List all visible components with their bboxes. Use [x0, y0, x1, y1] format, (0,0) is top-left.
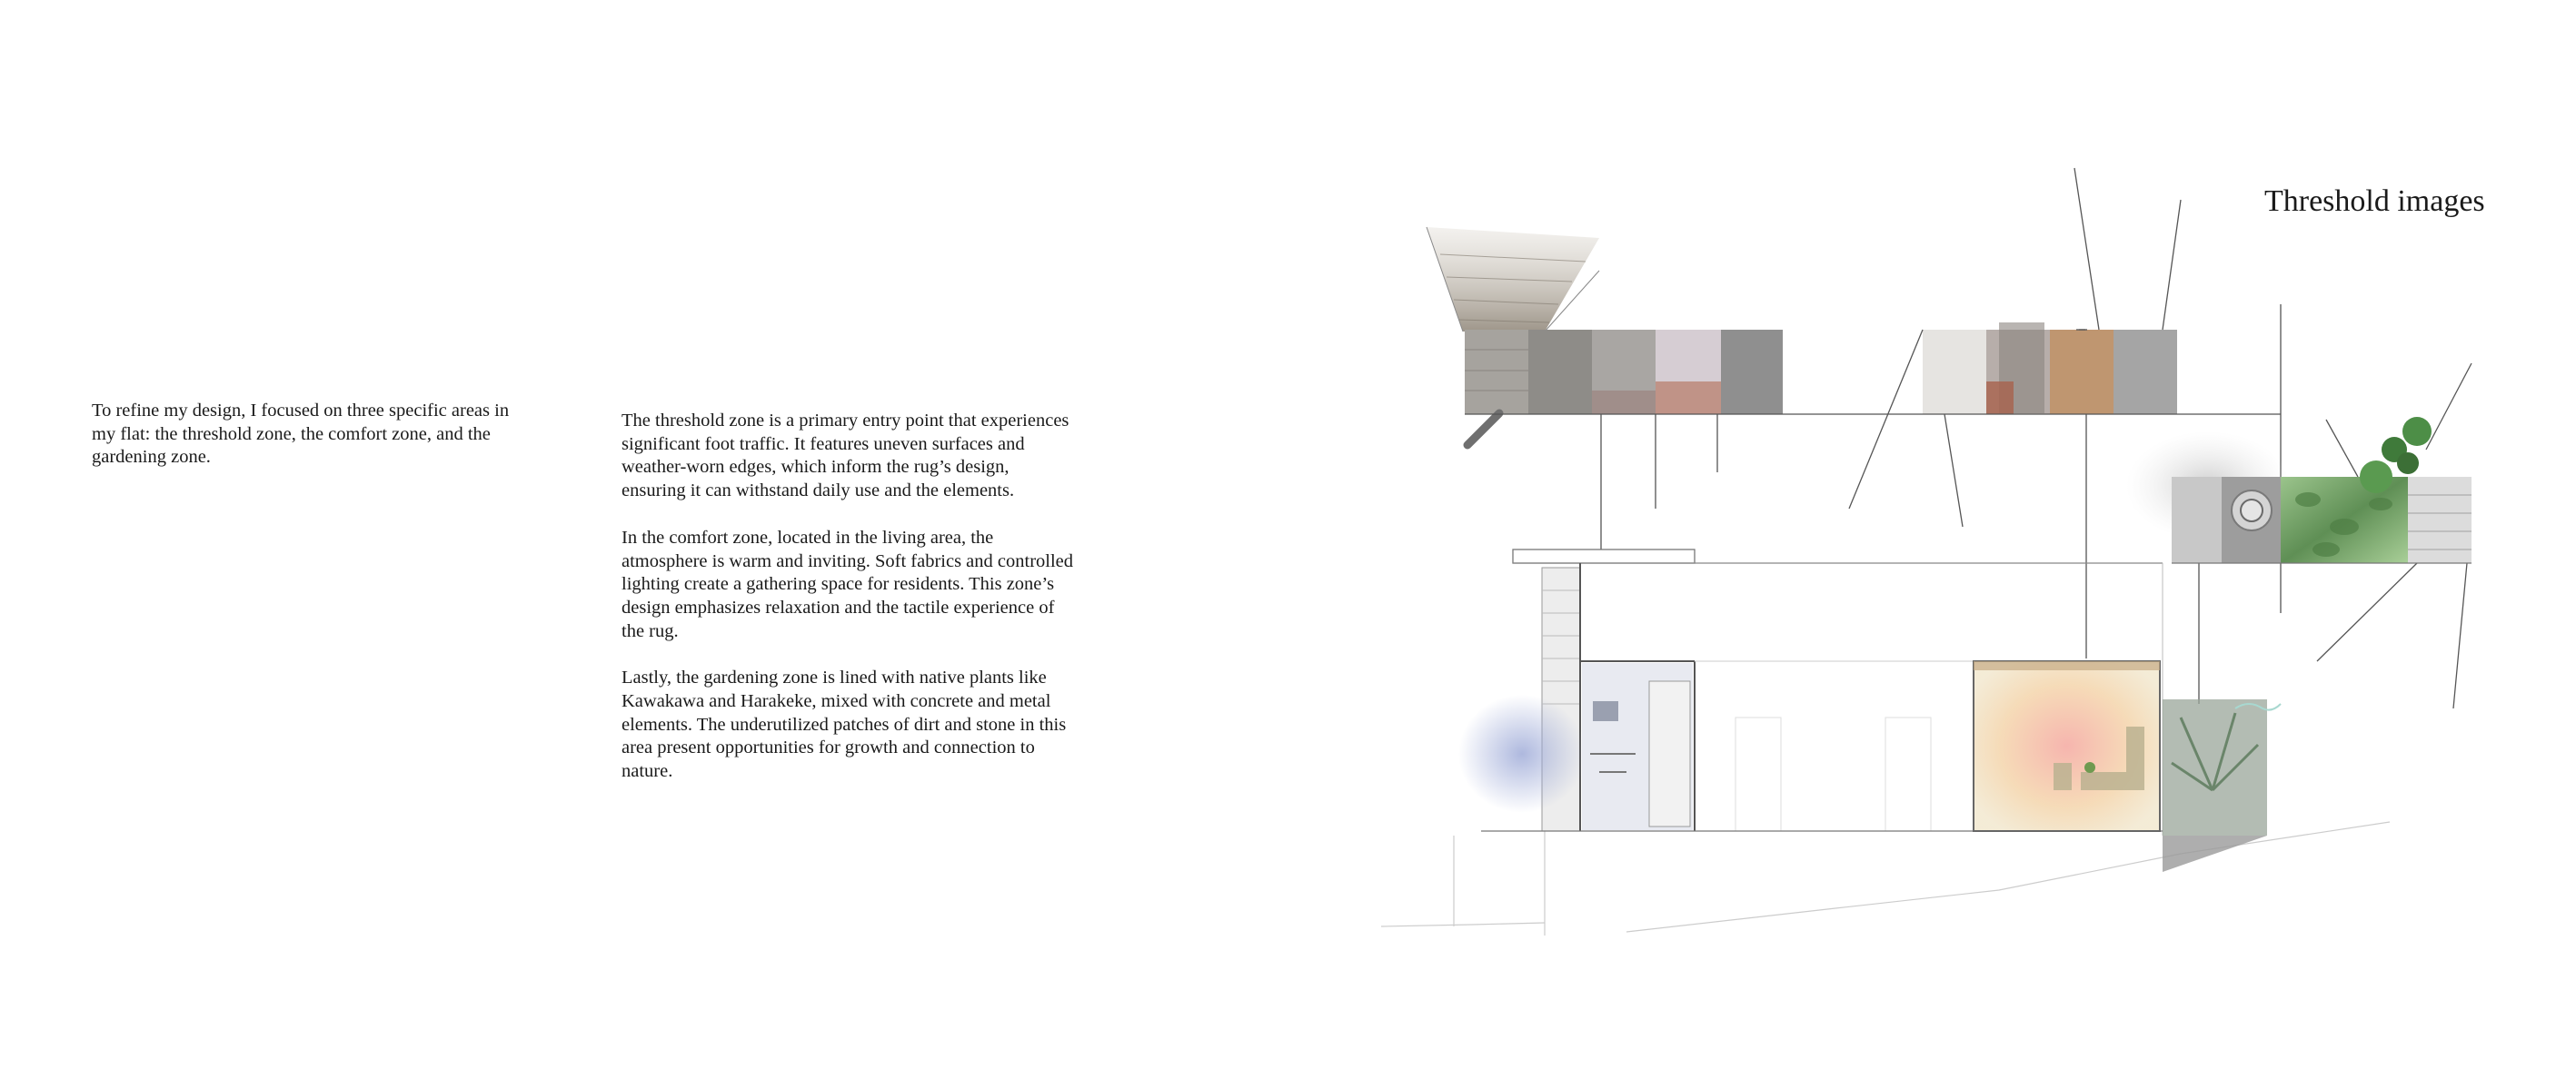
comfort-zone-paragraph: In the comfort zone, located in the living area, the atmosphere is warm and inviting. Soft fabrics and controlled lighting create a gathering space for residents. This zone’s design emphasizes relaxation and the tactile experience of the rug.: [622, 527, 1074, 641]
comfort-zone-image: [1974, 661, 2160, 831]
threshold-section-drawing: [1363, 136, 2544, 954]
wood-deck-image: [1427, 227, 1599, 332]
leader-lines: [1465, 168, 2472, 708]
material-swatches-left: [1465, 330, 1783, 414]
gardening-zone-paragraph: Lastly, the gardening zone is lined with native plants like Kawakawa and Harakeke, mixed with concrete and metal elements. The underutilized patches of dirt and stone in this area present opportunities for growth and connection to nature.: [622, 668, 1067, 782]
threshold-zone-paragraph: The threshold zone is a primary entry point that experiences significant foot traffic. It features uneven surfaces and weather-worn edges, which inform the rug’s design, ensuring it can withstand daily use and the elements.: [622, 411, 1069, 501]
round-vent-icon: [2232, 490, 2272, 530]
garden-corner-image: [2163, 699, 2281, 872]
page-title: Threshold images: [2264, 184, 2485, 218]
material-swatches-right: [1923, 322, 2177, 414]
zones-description: [622, 410, 1076, 807]
downpipe-icon: [1467, 413, 1499, 445]
intro-paragraph: To refine my design, I focused on three specific areas in my flat: the threshold zone, the comfort zone, and the gardening zone.: [92, 401, 510, 467]
